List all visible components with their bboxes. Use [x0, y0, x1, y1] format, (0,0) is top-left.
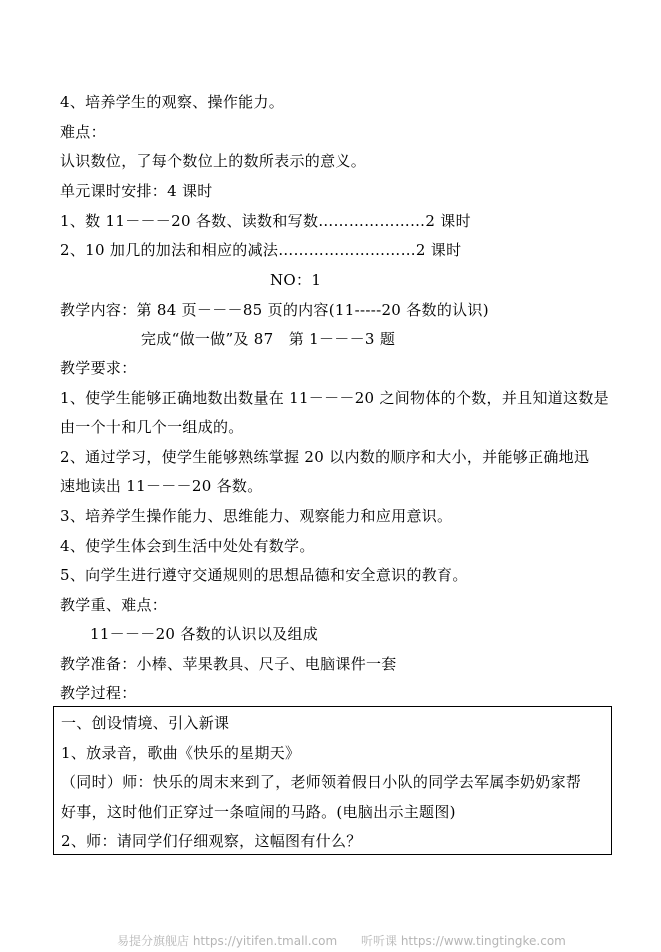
text-line: 教学过程：: [60, 684, 137, 702]
box-line: （同时）师：快乐的周末来到了，老师领着假日小队的同学去军属李奶奶家帮: [61, 773, 582, 791]
text-line: 教学内容：第 84 页－－－85 页的内容(11-----20 各数的认识): [60, 301, 489, 319]
lesson-number: NO：1: [270, 271, 322, 289]
text-line: 速地读出 11－－－20 各数。: [60, 477, 263, 495]
text-line: 2、10 加几的加法和相应的减法………………………2 课时: [60, 241, 462, 259]
text-line: 教学重、难点：: [60, 596, 168, 614]
box-line: 好事，这时他们正穿过一条喧闹的马路。(电脑出示主题图): [61, 803, 456, 821]
text-line: 5、向学生进行遵守交通规则的思想品德和安全意识的教育。: [60, 566, 468, 584]
text-line: 4、使学生体会到生活中处处有数学。: [60, 537, 315, 555]
box-line: 一、创设情境、引入新课: [61, 714, 230, 732]
text-line: 教学准备：小棒、苹果教具、尺子、电脑课件一套: [60, 655, 397, 673]
text-line: 4、培养学生的观察、操作能力。: [60, 93, 285, 111]
footer-right-watermark: 听听课 https://www.tingtingke.com: [361, 934, 566, 948]
text-line: 3、培养学生操作能力、思维能力、观察能力和应用意识。: [60, 507, 453, 525]
text-line: 1、数 11－－－20 各数、读数和写数…………………2 课时: [60, 212, 471, 230]
box-line: 1、放录音，歌曲《快乐的星期天》: [61, 744, 301, 762]
text-line: 完成“做一做”及 87 第 1－－－3 题: [141, 330, 396, 348]
footer-left-watermark: 易提分旗舰店 https://yitifen.tmall.com: [117, 934, 338, 948]
box-line: 2、师：请同学们仔细观察，这幅图有什么？: [61, 832, 362, 850]
text-line: 1、使学生能够正确地数出数量在 11－－－20 之间物体的个数，并且知道这数是: [60, 389, 609, 407]
text-line: 难点：: [60, 123, 106, 141]
text-line: 教学要求：: [60, 359, 137, 377]
text-line: 单元课时安排：4 课时: [60, 182, 213, 200]
process-box: [53, 706, 612, 855]
text-line: 认识数位，了每个数位上的数所表示的意义。: [60, 152, 367, 170]
text-line: 2、通过学习，使学生能够熟练掌握 20 以内数的顺序和大小，并能够正确地迅: [60, 448, 590, 466]
text-line: 11－－－20 各数的认识以及组成: [90, 625, 319, 643]
text-line: 由一个十和几个一组成的。: [60, 418, 244, 436]
